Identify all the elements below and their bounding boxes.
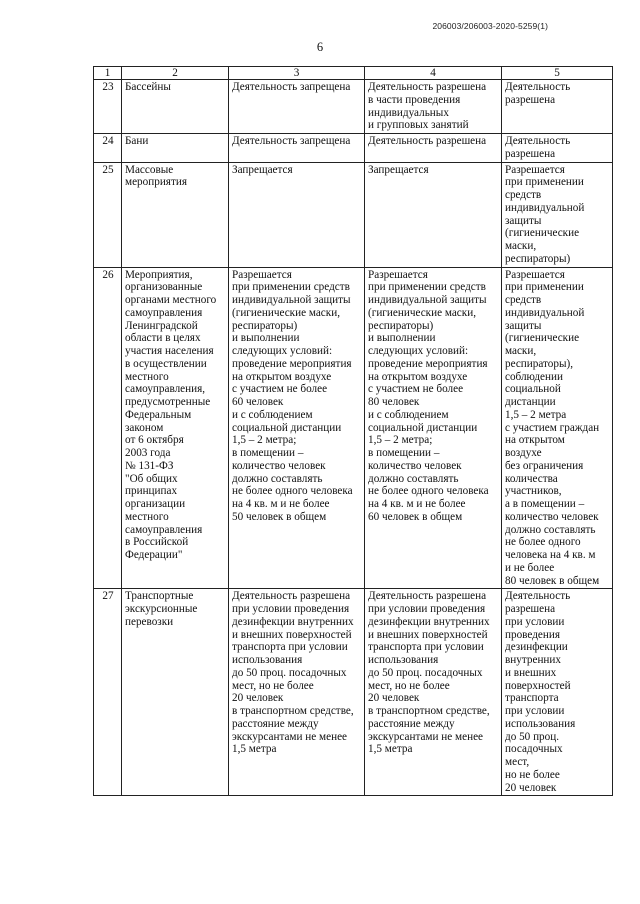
table-header-row — [94, 67, 613, 80]
col3-status: Деятельность разрешена при условии проведения дезинфекции внутренних и внешних поверхностей транспорта при условии использования до 50 проц. посадочных мест, но не более 20 человек в транспортном средстве, расстояние между экскурсантами не менее 1,5 метра — [229, 589, 365, 796]
col4-status: Деятельность разрешена — [365, 134, 502, 163]
col4-status: Разрешается при применении средств индивидуальной защиты (гигиенические маски, респираторы) и выполнении следующих условий: проведение мероприятия на открытом воздухе с участием не более 80 человек и с соблюдением социальной дистанции 1,5 – 2 метра; в помещении – количество человек должно составлять не более одного человека на 4 кв. м и не более 60 человек в общем — [365, 267, 502, 589]
col5-status: Разрешается при применении средств индивидуальной защиты (гигиенические маски, респираторы) — [502, 162, 613, 267]
col4-status: Деятельность разрешена в части проведения индивидуальных и групповых занятий — [365, 80, 502, 134]
column-header-5: 5 — [502, 67, 613, 80]
column-header-2: 2 — [122, 67, 229, 80]
row-number: 24 — [94, 134, 122, 163]
col5-status: Деятельность разрешена — [502, 80, 613, 134]
page-number: 6 — [316, 40, 324, 54]
table-row — [94, 162, 613, 267]
column-header-4: 4 — [365, 67, 502, 80]
activity-name: Бассейны — [122, 80, 229, 134]
row-number: 26 — [94, 267, 122, 589]
activity-name: Бани — [122, 134, 229, 163]
row-number: 27 — [94, 589, 122, 796]
col3-status: Деятельность запрещена — [229, 134, 365, 163]
activity-name: Мероприятия, организованные органами местного самоуправления Ленинградской области в целях участия населения в осуществлении местного самоуправления, предусмотренные Федеральным законом от 6 октября 2003 года № 131-ФЗ "Об общих принципах организации местного самоуправления в Российской Федерации" — [122, 267, 229, 589]
table-row — [94, 267, 613, 589]
row-number: 23 — [94, 80, 122, 134]
column-header-3: 3 — [229, 67, 365, 80]
row-number: 25 — [94, 162, 122, 267]
activity-name: Транспортные экскурсионные перевозки — [122, 589, 229, 796]
table-row — [94, 589, 613, 796]
col4-status: Запрещается — [365, 162, 502, 267]
col3-status: Деятельность запрещена — [229, 80, 365, 134]
restrictions-table — [93, 66, 613, 796]
table-row — [94, 134, 613, 163]
col3-status: Разрешается при применении средств индивидуальной защиты (гигиенические маски, респираторы) и выполнении следующих условий: проведение мероприятия на открытом воздухе с участием не более 60 человек и с соблюдением социальной дистанции 1,5 – 2 метра; в помещении – количество человек должно составлять не более одного человека на 4 кв. м и не более 50 человек в общем — [229, 267, 365, 589]
col5-status: Деятельность разрешена — [502, 134, 613, 163]
activity-name: Массовые мероприятия — [122, 162, 229, 267]
col4-status: Деятельность разрешена при условии проведения дезинфекции внутренних и внешних поверхностей транспорта при условии использования до 50 проц. посадочных мест, но не более 20 человек в транспортном средстве, расстояние между экскурсантами не менее 1,5 метра — [365, 589, 502, 796]
document-id: 206003/206003-2020-5259(1) — [432, 21, 548, 31]
col5-status: Разрешается при применении средств индивидуальной защиты (гигиенические маски, респираторы), соблюдении социальной дистанции 1,5 – 2 метра с участием граждан на открытом воздухе без ограничения количества участников, а в помещении – количество человек должно составлять не более одного человека на 4 кв. м и не более 80 человек в общем — [502, 267, 613, 589]
col3-status: Запрещается — [229, 162, 365, 267]
column-header-1: 1 — [94, 67, 122, 80]
table-row — [94, 80, 613, 134]
col5-status: Деятельность разрешена при условии проведения дезинфекции внутренних и внешних поверхностей транспорта при условии использования до 50 проц. посадочных мест, но не более 20 человек — [502, 589, 613, 796]
